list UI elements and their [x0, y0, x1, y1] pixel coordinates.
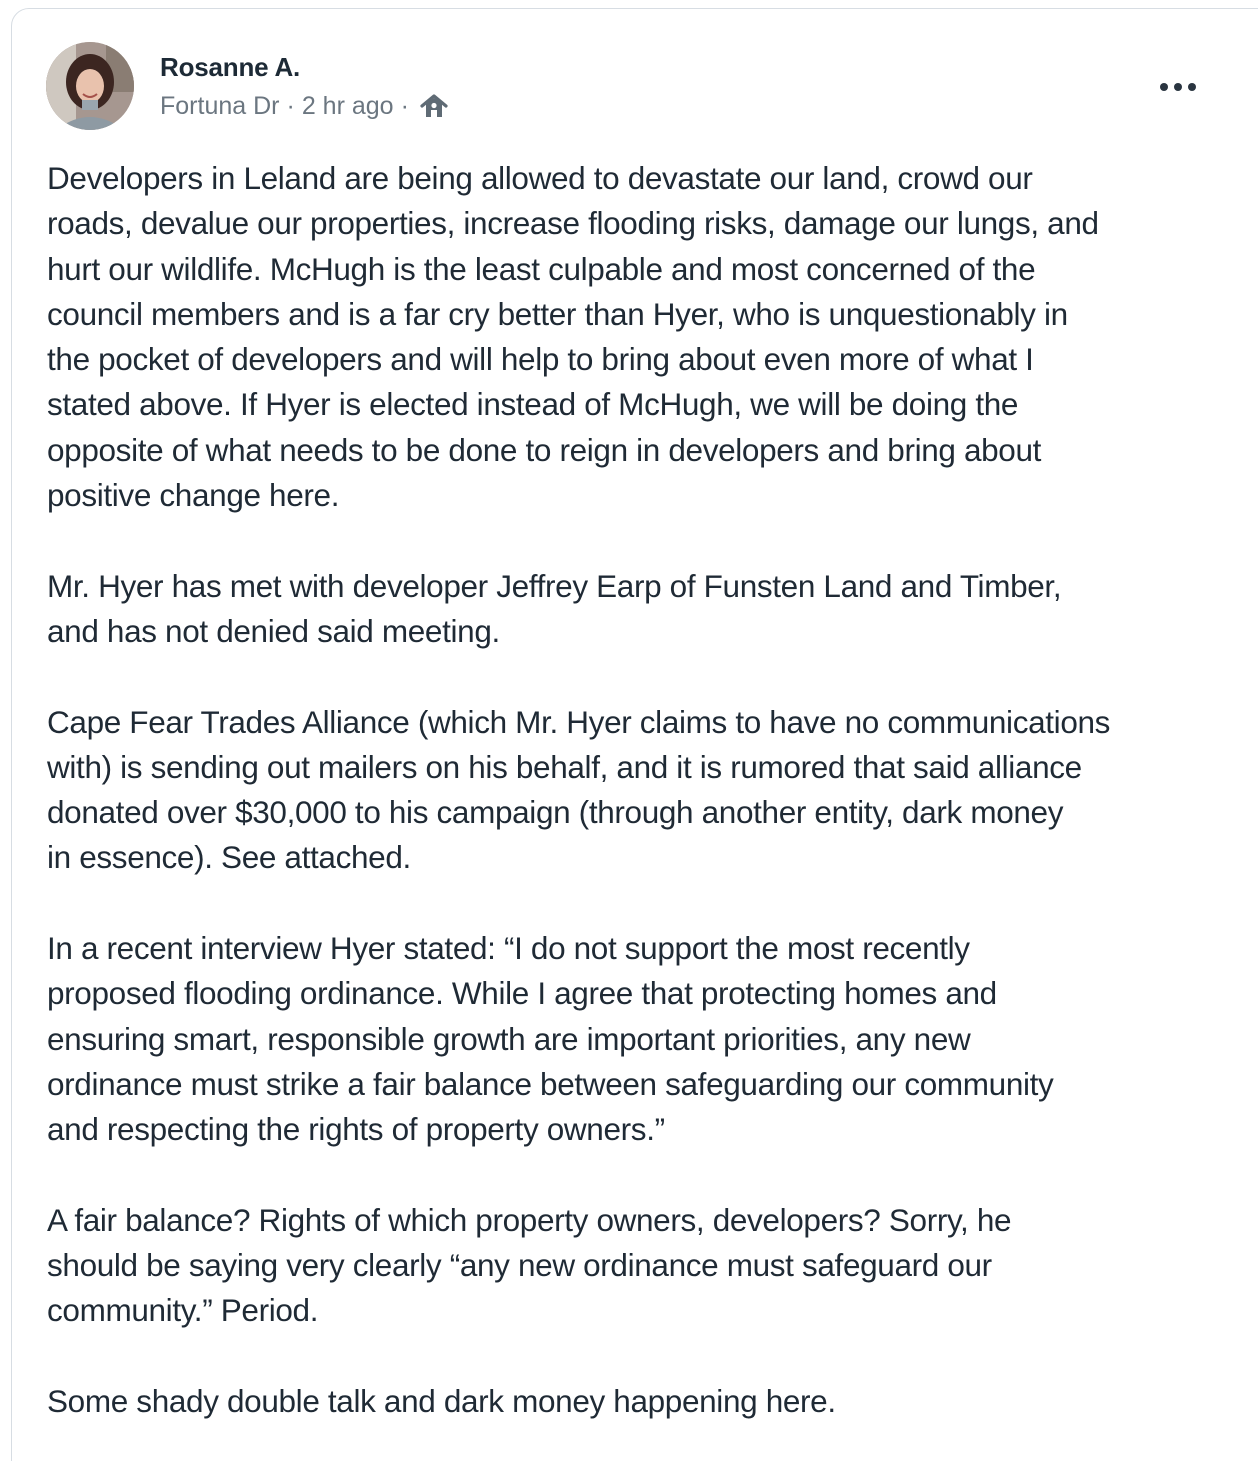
meta-separator: ·: [286, 92, 295, 120]
post-time[interactable]: 2 hr ago: [301, 92, 394, 120]
meta-separator: ·: [400, 92, 409, 120]
avatar-photo-icon: [46, 42, 134, 130]
post-paragraph: Some shady double talk and dark money happening here.: [47, 1383, 836, 1420]
more-options-button[interactable]: [1154, 70, 1202, 104]
post-paragraph: In a recent interview Hyer stated: “I do not support the most recently proposed flooding ordinance. While I agree that protecting homes and ensuring smart, responsible growth are important priorities, any new ordinance must strike a fair balance between safeguarding our community and respecting the rights of property owners.”: [47, 930, 1054, 1148]
post-body: [47, 156, 1247, 1461]
more-options-icon: [1158, 82, 1198, 92]
post-paragraph: Developers in Leland are being allowed to devastate our land, crowd our roads, devalue our properties, increase flooding risks, damage our lungs, and hurt our wildlife. McHugh is the least culpable and most concerned of the council members and is a far cry better than Hyer, who is unquestionably in the pocket of developers and will help to bring about even more of what I stated above. If Hyer is elected instead of McHugh, we will be doing the opposite of what needs to be done to reign in developers and bring about positive change here.: [47, 160, 1099, 514]
author-avatar[interactable]: [46, 42, 134, 130]
author-location[interactable]: Fortuna Dr: [160, 92, 280, 120]
post-header: [46, 42, 1206, 132]
author-name[interactable]: Rosanne A.: [160, 52, 301, 82]
post-meta: [160, 92, 450, 121]
post-paragraph: A fair balance? Rights of which property owners, developers? Sorry, he should be saying very clearly “any new ordinance must safeguard our community.” Period.: [47, 1201, 1012, 1329]
post-paragraph: Cape Fear Trades Alliance (which Mr. Hyer claims to have no communications with) is sending out mailers on his behalf, and it is rumored that said alliance donated over $30,000 to his campaign (through another entity, dark money in essence). See attached.: [47, 703, 1111, 876]
post-paragraph: Mr. Hyer has met with developer Jeffrey Earp of Funsten Land and Timber, and has not denied said meeting.: [47, 567, 1062, 649]
neighborhood-home-icon: [418, 93, 450, 121]
